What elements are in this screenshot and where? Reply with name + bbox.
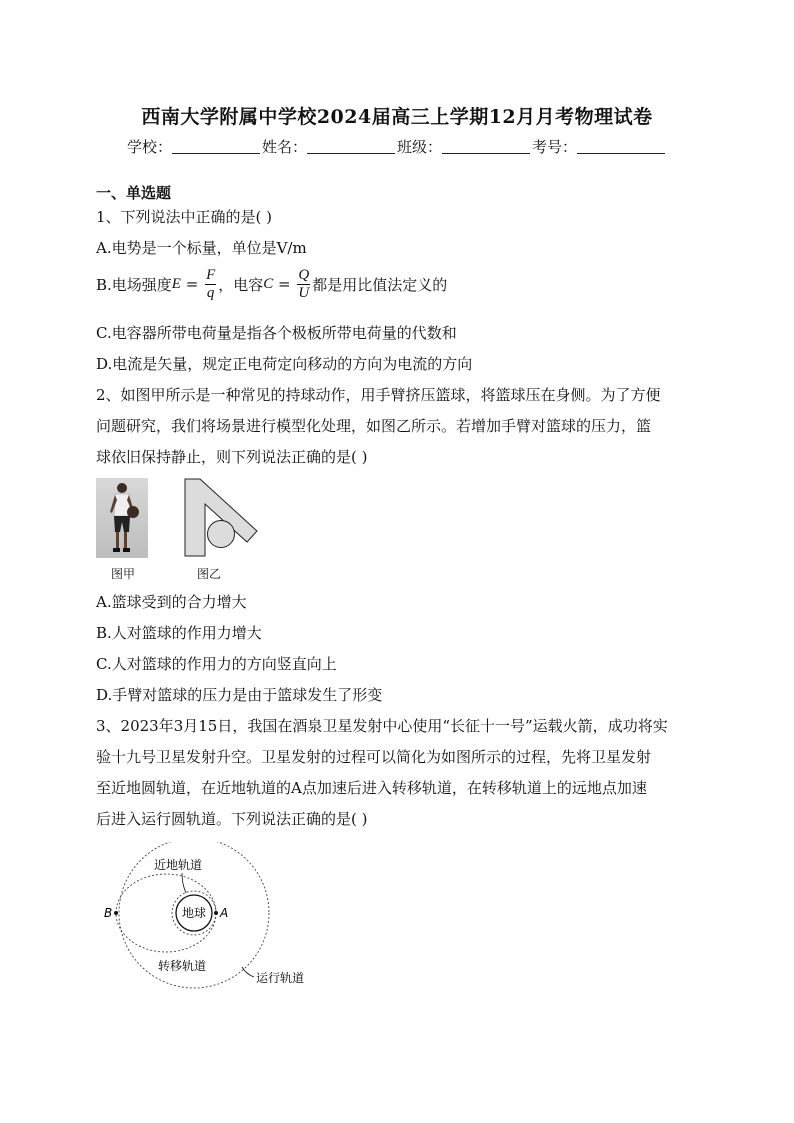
q3-stem-line1: 3、2023年3月15日，我国在酒泉卫星发射中心使用“长征十一号”运载火箭，成功将实 [96,717,668,735]
earth-label: 地球 [181,906,207,920]
number-label: 考号： [532,138,578,156]
q1-option-c: C.电容器所带电荷量是指各个极板所带电荷量的代数和 [96,324,457,342]
q1-b-mid: ，电容 [218,275,264,294]
number-blank[interactable] [577,139,665,154]
figure-a-photo [96,478,148,558]
class-label: 班级： [397,138,443,156]
q2-stem-line2: 问题研究，我们将场景进行模型化处理，如图乙所示。若增加手臂对篮球的压力，篮 [96,417,652,435]
q1-b-frac2-den: U [298,284,310,301]
q2-option-d: D.手臂对篮球的压力是由于篮球发生了形变 [96,686,383,704]
name-label: 姓名： [261,138,307,156]
q1-b-frac-den: q [206,284,215,301]
near-orbit-label: 近地轨道 [154,858,203,872]
running-orbit-leader [242,967,254,977]
q1-b-E: E [171,275,181,292]
q1-stem: 1、下列说法中正确的是( ) [96,208,273,226]
q1-b-prefix: B.电场强度 [96,275,172,294]
point-b-label: B [104,906,113,920]
orbit-diagram [100,842,320,990]
q2-stem-line1: 2、如图甲所示是一种常见的持球动作，用手臂挤压篮球，将篮球压在身侧。为了方便 [96,386,661,404]
running-orbit-label: 运行轨道 [256,971,305,985]
q2-option-c: C.人对篮球的作用力的方向竖直向上 [96,655,337,673]
q1-b-frac-num: F [206,266,216,283]
q2-option-b: B.人对篮球的作用力增大 [96,624,262,642]
q3-stem-line3: 至近地圆轨道，在近地轨道的A点加速后进入转移轨道，在转移轨道上的远地点加速 [96,779,647,797]
name-blank[interactable] [307,139,395,154]
q1-option-b [96,264,447,304]
point-a-dot [214,911,218,915]
q2-stem-line3: 球依旧保持静止，则下列说法正确的是( ) [96,448,368,466]
page-title: 西南大学附属中学校2024届高三上学期12月月考物理试卷 [141,106,653,128]
school-blank[interactable] [172,139,260,154]
student-info-line [0,136,794,157]
section-heading: 一、单选题 [96,184,172,202]
figure-a-caption: 图甲 [111,567,136,581]
class-blank[interactable] [442,139,530,154]
point-b-dot [114,911,118,915]
near-orbit-leader [182,873,186,893]
q1-b-post: 都是用比值法定义的 [312,275,448,294]
q1-option-a: A.电势是一个标量，单位是V/m [96,239,307,257]
transfer-orbit-label: 转移轨道 [158,959,207,973]
figure-b-model [184,476,260,558]
q1-b-frac2-num: Q [298,266,310,283]
figure-b-caption: 图乙 [197,567,222,581]
q2-option-a: A.篮球受到的合力增大 [96,593,247,611]
q1-b-frac-Q-U [297,267,310,302]
q1-b-frac-F-q [205,267,216,302]
q1-b-eq2: = [273,275,296,293]
q1-b-eq1: = [180,275,204,293]
q3-stem-line2: 验十九号卫星发射升空。卫星发射的过程可以简化为如图所示的过程，先将卫星发射 [96,748,652,766]
q3-stem-line4: 后进入运行圆轨道。下列说法正确的是( ) [96,810,368,828]
point-a-label: A [220,906,229,920]
q1-option-d: D.电流是矢量，规定正电荷定向移动的方向为电流的方向 [96,355,473,373]
q1-b-C: C [263,275,274,292]
school-label: 学校： [126,138,172,156]
